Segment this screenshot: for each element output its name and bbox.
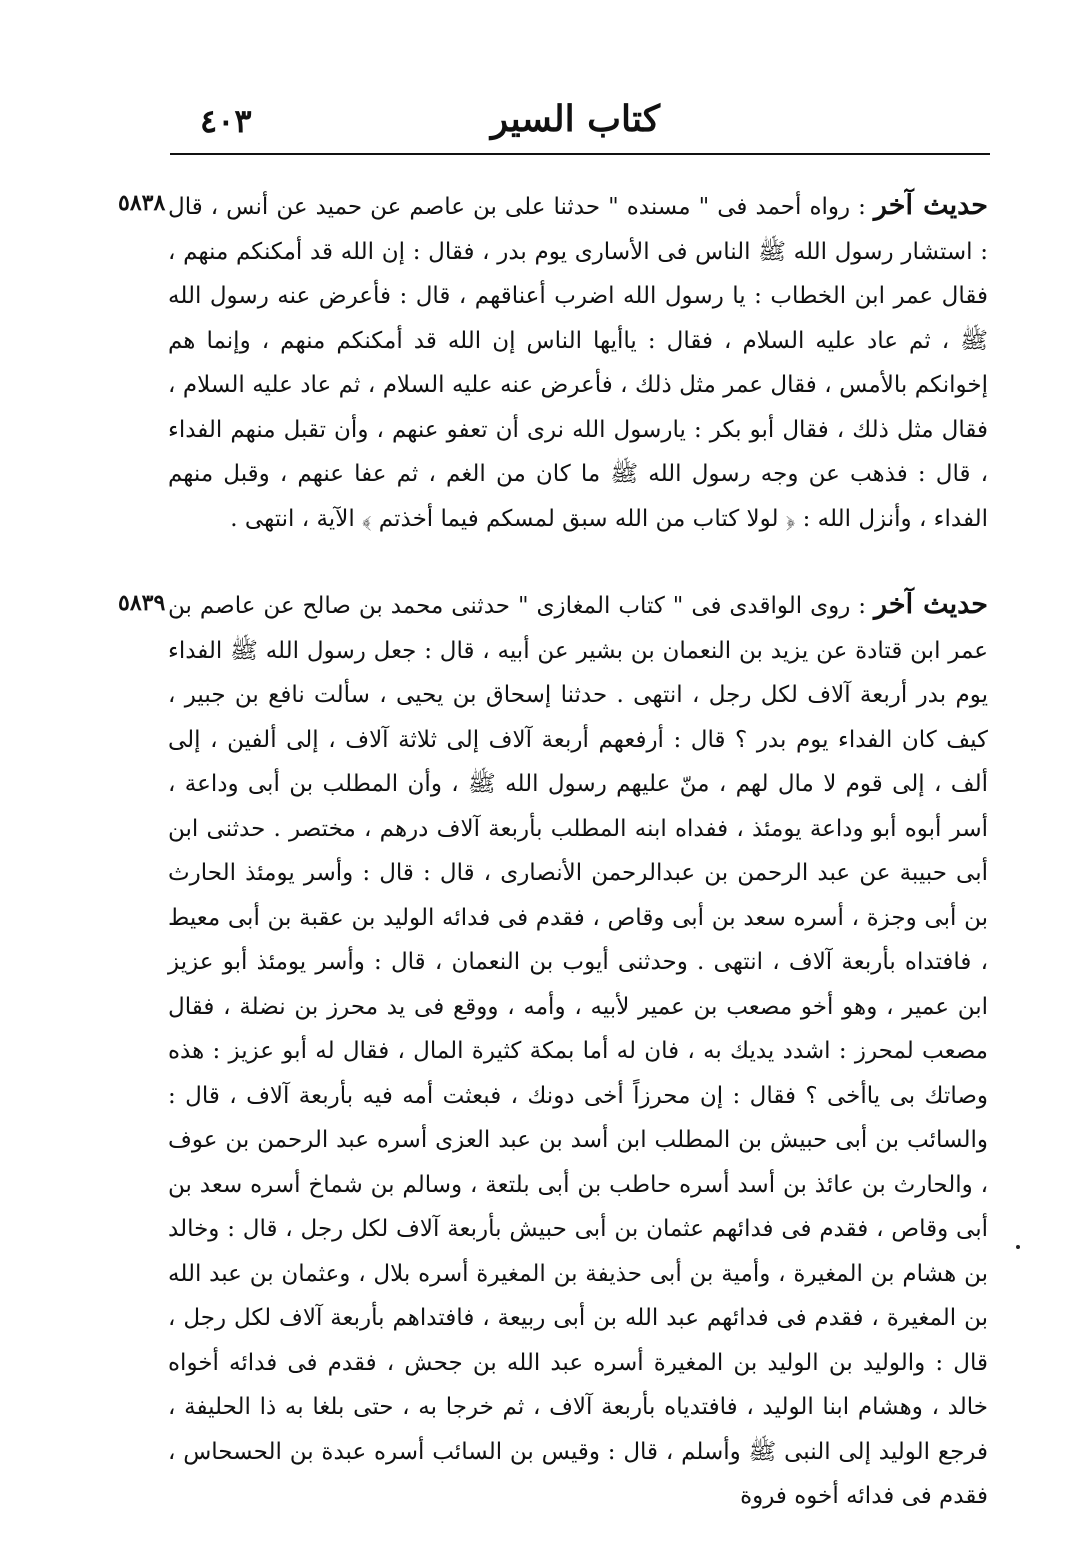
margin-dot — [1016, 1245, 1020, 1249]
hadith-lead: حديث آخر — [873, 589, 988, 620]
hadith-text: : روى الواقدى فى " كتاب المغازى " حدثنى محمد بن صالح عن عاصم بن عمر ابن قتادة عن يزيد بن النعمان بن بشير عن أبيه ، قال : جعل رسول الله ﷺ الفداء يوم بدر أربعة آلاف لكل رجل ، انتهى . حدثنا إسحاق بن يحيى ، سألت نافع بن جبير ، كيف كان الفداء يوم بدر ؟ قال : أرفعهم أربعة آلاف إلى ثلاثة آلاف ، إلى ألفين ، إلى ألف ، إلى قوم لا مال لهم ، منّ عليهم رسول الله ﷺ ، وأن المطلب بن أبى وداعة ، أسر أبوه أبو وداعة يومئذ ، ففداه ابنه المطلب بأربعة آلاف درهم ، مختصر . حدثنى ابن أبى حبيبة عن عبد الرحمن بن عبدالرحمن الأنصارى ، قال : قال : وأسر يومئذ الحارث بن أبى وجزة ، أسره سعد بن أبى وقاص ، فقدم فى فدائه الوليد بن عقبة بن أبى معيط ، فافتداه بأربعة آلاف ، انتهى . وحدثنى أيوب بن النعمان ، قال : وأسر يومئذ أبو عزيز ابن عمير ، وهو أخو مصعب بن عمير لأبيه ، وأمه ، ووقع فى يد محرز بن نضلة ، فقال مصعب لمحرز : اشدد يديك به ، فان له أما بمكة كثيرة المال ، فقال له أبو عزيز : هذه وصاتك بى ياأخى ؟ فقال : إن محرزاً أخى دونك ، فبعثت أمه فيه بأربعة آلاف ، قال : والسائب بن أبى حبيش بن المطلب ابن أسد بن عبد العزى أسره عبد الرحمن بن عوف ، والحارث بن عائذ بن أسد أسره حاطب بن أبى بلتعة ، وسالم بن شماخ أسره سعد بن أبى وقاص ، فقدم فى فدائهم عثمان بن أبى حبيش بأربعة آلاف لكل رجل ، قال : وخالد بن هشام بن المغيرة ، وأمية بن أبى حذيفة بن المغيرة أسره بلال ، وعثمان بن عبد الله بن المغيرة ، فقدم فى فدائهم عبد الله بن أبى ربيعة ، فافتداهم بأربعة آلاف لكل رجل ، قال : والوليد بن الوليد بن المغيرة أسره عبد الله بن جحش ، فقدم فى فدائه أخواه خالد ، وهشام ابنا الوليد ، فافتدياه بأربعة آلاف ، ثم خرجا به ، حتى بلغا به ذا الحليفة ، فرجع الوليد إلى النبى ﷺ وأسلم ، قال : وقيس بن السائب أسره عبدة بن الحسحاس ، فقدم فى فدائه أخوه فروة — [168, 593, 988, 1509]
hadith-number: ٥٨٣٩ — [118, 590, 166, 616]
page-title: كتاب السير — [490, 98, 660, 140]
hadith-paragraph — [168, 583, 988, 1519]
header-divider — [170, 153, 990, 155]
hadith-text: : رواه أحمد فى " مسنده " حدثنا على بن عاصم عن حميد عن أنس ، قال : استشار رسول الله ﷺ الناس فى الأسارى يوم بدر ، فقال : إن الله قد أمكنكم منهم ، فقال عمر ابن الخطاب : يا رسول الله اضرب أعناقهم ، قال : فأعرض عنه رسول الله ﷺ ، ثم عاد عليه السلام ، فقال : ياأيها الناس إن الله قد أمكنكم منهم ، وإنما هم إخوانكم بالأمس ، فقال عمر مثل ذلك ، فأعرض عنه عليه السلام ، ثم عاد عليه السلام ، فقال مثل ذلك ، فقال أبو بكر : يارسول الله نرى أن تعفو عنهم ، وأن تقبل منهم الفداء ، قال : فذهب عن وجه رسول الله ﷺ ما كان من الغم ، ثم عفا عنهم ، وقبل منهم الفداء ، وأنزل الله : ﴿ لولا كتاب من الله سبق لمسكم فيما أخذتم ﴾ الآية ، انتهى . — [168, 194, 988, 532]
page-number: ٤٠٣ — [200, 102, 252, 140]
hadith-paragraph — [168, 184, 988, 541]
page-header — [170, 92, 990, 152]
hadith-lead: حديث آخر — [873, 190, 988, 221]
hadith-number: ٥٨٣٨ — [118, 190, 166, 216]
